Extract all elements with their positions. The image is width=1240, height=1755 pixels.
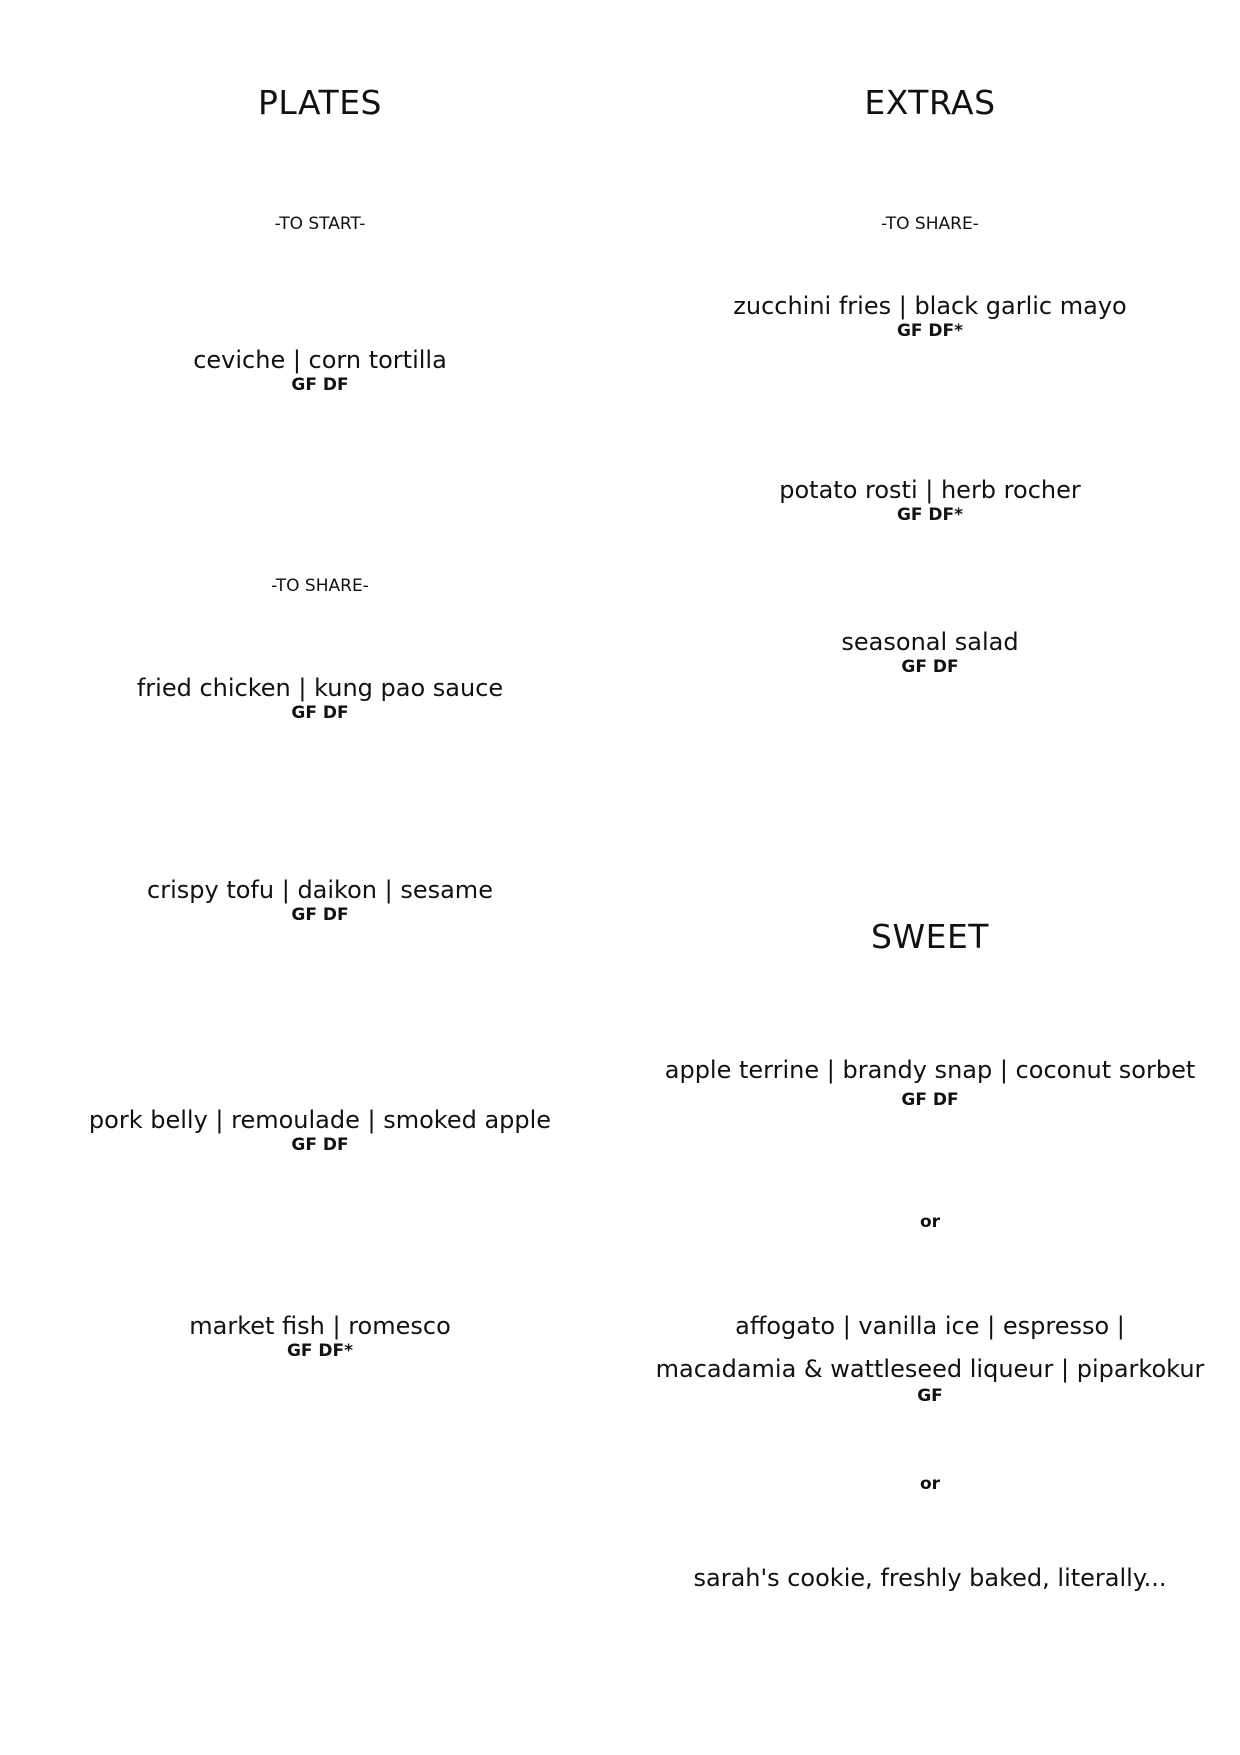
sweet-heading: SWEET xyxy=(871,917,989,956)
extra-zucchini-fries-tags: GF DF* xyxy=(896,321,964,341)
sweet-sarahs-cookie: sarah's cookie, freshly baked, literally... xyxy=(693,1564,1167,1592)
extra-potato-rosti: potato rosti | herb rocher xyxy=(779,476,1081,504)
plates-heading: PLATES xyxy=(257,83,383,122)
sweet-or-separator-2: or xyxy=(919,1474,941,1494)
dish-market-fish: market fish | romesco xyxy=(189,1312,451,1340)
sweet-apple-terrine: apple terrine | brandy snap | coconut sorbet xyxy=(664,1056,1196,1084)
dish-crispy-tofu-tags: GF DF xyxy=(291,905,349,925)
extra-potato-rosti-tags: GF DF* xyxy=(896,505,964,525)
dish-market-fish-tags: GF DF* xyxy=(286,1341,354,1361)
sweet-affogato-line2: macadamia & wattleseed liqueur | piparkokur xyxy=(655,1355,1205,1383)
dish-ceviche: ceviche | corn tortilla xyxy=(193,346,447,374)
sweet-apple-terrine-tags: GF DF xyxy=(901,1090,959,1110)
sweet-affogato-line1: affogato | vanilla ice | espresso | xyxy=(735,1312,1125,1340)
sweet-or-separator: or xyxy=(919,1212,941,1232)
extra-zucchini-fries: zucchini fries | black garlic mayo xyxy=(733,292,1127,320)
dish-ceviche-tags: GF DF xyxy=(291,375,349,395)
dish-pork-belly-tags: GF DF xyxy=(291,1135,349,1155)
dish-pork-belly: pork belly | remoulade | smoked apple xyxy=(88,1106,552,1134)
dish-fried-chicken-tags: GF DF xyxy=(291,703,349,723)
extra-seasonal-salad-tags: GF DF xyxy=(901,657,959,677)
plates-to-share-label: -TO SHARE- xyxy=(271,576,369,596)
dish-crispy-tofu: crispy tofu | daikon | sesame xyxy=(147,876,493,904)
extras-to-share-label: -TO SHARE- xyxy=(881,214,979,234)
plates-to-start-label: -TO START- xyxy=(274,214,366,234)
extra-seasonal-salad: seasonal salad xyxy=(841,628,1019,656)
sweet-affogato-tags: GF xyxy=(917,1386,943,1406)
extras-heading: EXTRAS xyxy=(864,83,996,122)
dish-fried-chicken: fried chicken | kung pao sauce xyxy=(136,674,504,702)
